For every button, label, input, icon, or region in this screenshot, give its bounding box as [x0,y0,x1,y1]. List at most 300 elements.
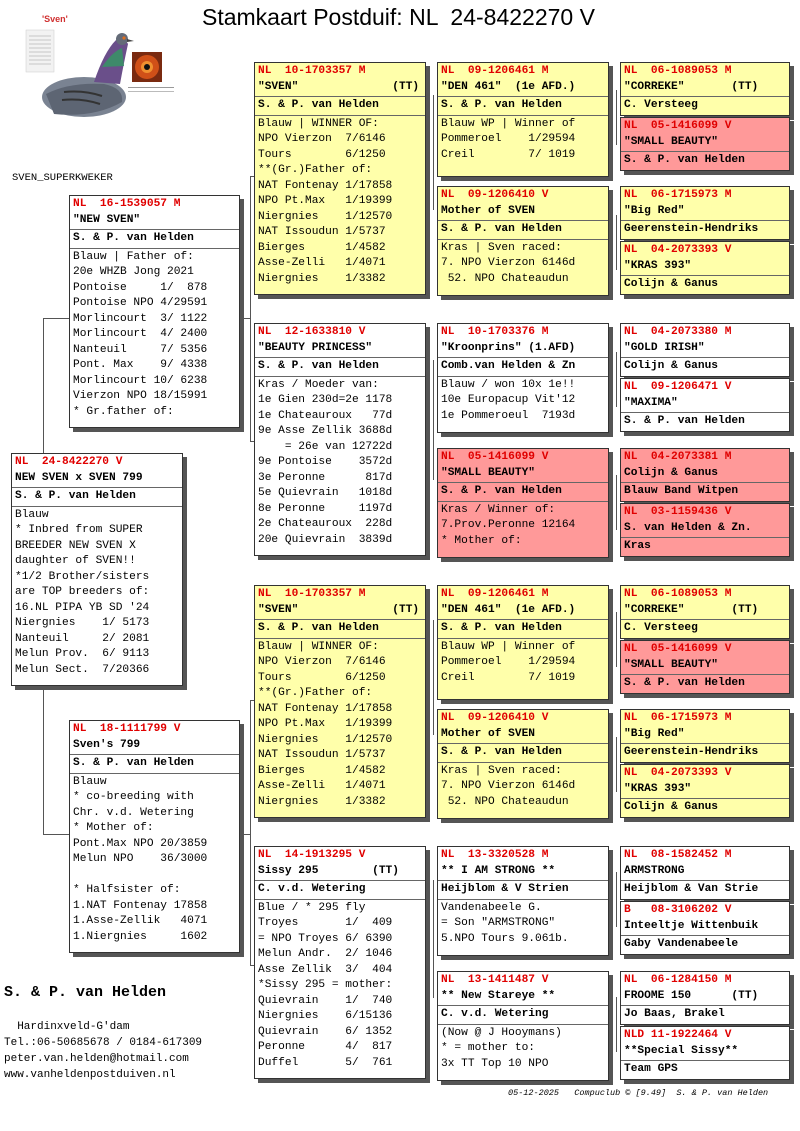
card-divider [438,96,608,97]
info-line: Morlincourt 4/ 2400 [73,328,208,340]
info-line: Asse-Zelli 1/4071 [258,257,386,269]
card-divider [438,880,608,881]
pedigree-card-mff[interactable] [437,585,609,700]
info-line: NPO Vierzon 7/6146 [258,133,386,145]
info-line: * co-breeding with [73,791,194,803]
breeder-name: S. & P. van Helden [73,757,194,769]
connector-line [250,700,251,965]
connector-line [433,620,434,735]
pigeon-name: ** New Stareye ** [441,989,556,1002]
pigeon-name: Sissy 295 (TT) [258,864,399,877]
pigeon-name: "CORREKE" (TT) [624,603,759,616]
ring-number: NL 24-8422270 V [15,456,123,468]
breeder-name: S. & P. van Helden [441,622,562,634]
info-line: Melun Prov. 6/ 9113 [15,648,150,660]
info-line: * Inbred from SUPER [15,524,143,536]
connector-line [43,318,44,453]
info-line: Blauw [15,508,49,521]
info-line: * Gr.father of: [73,405,174,418]
info-line: Pommeroel 1/29594 [441,133,576,145]
info-line: Pontoise NPO 4/29591 [73,297,208,309]
info-line: Pont. Max 9/ 4338 [73,359,208,371]
info-line: Troyes 1/ 409 [258,917,393,929]
card-divider [255,96,425,97]
info-line: 10e Europacup Vit'12 [441,394,576,406]
card-divider [621,798,789,799]
breeder-name: Colijn & Ganus [624,278,718,290]
card-divider [438,1024,608,1025]
ring-number: NL 16-1539057 M [73,198,181,210]
card-divider [621,674,789,675]
pigeon-name: FROOME 150 (TT) [624,989,759,1002]
info-line: 16.NL PIPA YB SD '24 [15,601,150,614]
ring-number: NL 05-1416099 V [624,120,732,132]
info-line: NPO Vierzon 7/6146 [258,656,386,668]
card-divider [255,899,425,900]
breeder-name: Colijn & Ganus [624,360,718,372]
card-divider [255,880,425,881]
info-line: Blauw WP | Winner of [441,117,576,130]
pigeon-name: "Kroonprins" (1.AFD) [441,341,576,354]
card-divider [255,115,425,116]
card-divider [621,412,789,413]
pedigree-card-g9[interactable] [620,585,790,639]
info-line: * Mother of: [441,534,522,547]
info-line: 20e Quievrain 3839d [258,533,393,546]
info-line: Nanteuil 7/ 5356 [73,343,208,356]
info-line: = Son "ARMSTRONG" [441,917,556,929]
pigeon-icon [24,22,134,127]
info-line: Melun Andr. 2/ 1046 [258,948,393,960]
pigeon-name: Sven's 799 [73,738,141,751]
pigeon-name: Mother of SVEN [441,204,535,217]
sidenote: SVEN_SUPERKWEKER [12,172,113,184]
ring-number: NL 05-1416099 V [624,643,732,655]
breeder-name: Heijblom & V Strien [441,883,569,895]
pedigree-card-g4[interactable] [620,241,790,295]
connector-line [240,834,250,835]
card-divider [438,899,608,900]
pedigree-card-mm[interactable] [254,846,426,1079]
owner-website[interactable]: www.vanheldenpostduiven.nl [4,1069,176,1081]
pedigree-card-g16[interactable] [620,1026,790,1080]
pedigree-card-g3[interactable] [620,186,790,240]
connector-line [616,90,617,145]
info-line: 9e Pontoise 3572d [258,456,393,468]
pigeon-name: "MAXIMA" [624,396,678,409]
info-line: 52. NPO Chateaudun [441,795,569,808]
breeder-name: Comb.van Helden & Zn [441,360,576,372]
info-line: Niergnies 1/12570 [258,733,393,746]
card-divider [621,1060,789,1061]
info-line: Quievrain 1/ 740 [258,994,393,1007]
pigeon-name: "KRAS 393" [624,259,692,272]
pedigree-card-fm[interactable] [254,323,426,556]
card-divider [12,487,182,488]
info-line: 1.Asse-Zellik 4071 [73,915,208,927]
info-line: 2e Chateauroux 228d [258,518,393,530]
info-line: NAT Issoudun 1/5737 [258,749,386,761]
pigeon-name: S. van Helden & Zn. [624,521,752,534]
info-line: Bierges 1/4582 [258,764,386,777]
breeder-name: Geerenstein-Hendriks [624,223,759,235]
info-line: Kras / Moeder van: [258,378,379,391]
info-line: 7. NPO Vierzon 6146d [441,257,576,269]
info-line: BREEDER NEW SVEN X [15,539,136,552]
card-divider [70,754,239,755]
logo-text: 'Sven' [42,14,68,24]
footer-credit: 05-12-2025 Compuclub © [9.49] S. & P. van Helden [508,1088,769,1098]
card-divider [438,619,608,620]
card-divider [621,357,789,358]
card-divider [438,501,608,502]
pigeon-name: Colijn & Ganus [624,466,718,479]
breeder-name: S. & P. van Helden [15,490,136,502]
connector-line [616,612,617,667]
ring-number: NLD 11-1922464 V [624,1029,732,1041]
connector-line [43,834,69,835]
pedigree-card-g15[interactable] [620,971,790,1025]
card-divider [438,762,608,763]
info-line: Niergnies 1/3382 [258,272,386,285]
breeder-name: S. & P. van Helden [624,154,745,166]
ring-number: NL 09-1206410 V [441,189,549,201]
info-line: Kras | Sven raced: [441,241,562,254]
card-divider [255,619,425,620]
connector-line [433,95,434,210]
info-line: 1e Pommeroeul 7193d [441,409,576,422]
connector-line [616,352,617,407]
info-line: Blauw [73,775,107,788]
eye-photo-icon [132,52,162,82]
ring-number: NL 10-1703376 M [441,326,549,338]
logo-small-text [128,84,174,98]
breeder-name: Geerenstein-Hendriks [624,746,759,758]
breeder-name: S. & P. van Helden [441,485,562,497]
info-line: Niergnies 1/12570 [258,210,393,223]
info-line: Morlincourt 3/ 1122 [73,312,208,325]
page-title: Stamkaart Postduif: NL 24-8422270 V [202,4,595,30]
owner-city: Hardinxveld-G'dam [4,1021,130,1033]
info-line: Bierges 1/4582 [258,241,386,254]
info-line: are TOP breeders of: [15,586,150,598]
pigeon-name: "SVEN" (TT) [258,603,420,616]
info-line: **(Gr.)Father of: [258,687,373,699]
ring-number: NL 10-1703357 M [258,65,366,77]
card-divider [438,482,608,483]
connector-line [43,687,44,834]
breeder-name: C. Versteeg [624,99,698,111]
ring-number: NL 04-2073393 V [624,767,732,779]
ring-number: NL 04-2073381 M [624,451,732,463]
info-line: = NPO Troyes 6/ 6390 [258,932,393,945]
info-line: Vandenabeele G. [441,901,542,914]
info-line: Asse-Zelli 1/4071 [258,780,386,792]
card-divider [621,619,789,620]
info-line: NAT Issoudun 1/5737 [258,226,386,238]
info-line: Niergnies 1/ 5173 [15,617,150,629]
ring-number: NL 18-1111799 V [73,723,181,735]
pedigree-card-g12[interactable] [620,764,790,818]
info-line: Tours 6/1250 [258,671,386,684]
pedigree-card-ff[interactable] [254,62,426,295]
connector-line [616,215,617,270]
info-line: Melun Sect. 7/20366 [15,663,150,676]
info-line: *1/2 Brother/sisters [15,570,150,583]
info-line: Creil 7/ 1019 [441,671,576,684]
pigeon-name: "Big Red" [624,204,685,217]
ring-number: NL 05-1416099 V [441,451,549,463]
info-line: Kras / Winner of: [441,503,556,516]
info-line: Blauw | WINNER OF: [258,640,379,653]
breeder-name: C. v.d. Wetering [258,883,366,895]
pedigree-card-fff[interactable] [437,62,609,177]
info-line: 1e Chateauroux 77d [258,409,393,422]
info-line: Asse Zellik 3/ 404 [258,963,393,976]
card-divider [621,743,789,744]
info-line: 3e Peronne 817d [258,471,393,484]
pedigree-card-g10[interactable] [620,640,790,694]
info-line: 20e WHZB Jong 2021 [73,266,194,278]
ring-number: NL 06-1715973 M [624,712,732,724]
card-divider [255,638,425,639]
pigeon-name: Inteeltje Wittenbuik [624,919,759,932]
pedigree-card-g11[interactable] [620,709,790,763]
pigeon-name: "Big Red" [624,727,685,740]
info-line: 1.NAT Fontenay 17858 [73,899,208,912]
info-line: Blauw / won 10x 1e!! [441,378,576,391]
pedigree-card-mmf[interactable] [437,846,609,956]
pigeon-name: "SMALL BEAUTY" [441,466,535,479]
breeder-name: Colijn & Ganus [624,801,718,813]
info-line: Blauw | Father of: [73,250,194,263]
info-line: **(Gr.)Father of: [258,164,373,176]
breeder-name: Gaby Vandenabeele [624,938,739,950]
card-divider [255,376,425,377]
pigeon-name: "SMALL BEAUTY" [624,658,718,671]
info-line: 8e Peronne 1197d [258,502,393,515]
pedigree-card-g7[interactable] [620,448,790,502]
pigeon-name: NEW SVEN x SVEN 799 [15,471,143,484]
info-line: Quievrain 6/ 1352 [258,1025,393,1038]
card-divider [621,482,789,483]
pigeon-name: ** I AM STRONG ** [441,864,556,877]
pigeon-name: ARMSTRONG [624,864,685,877]
info-line: = 26e van 12722d [258,440,393,453]
card-divider [70,248,239,249]
ring-number: NL 09-1206461 M [441,65,549,77]
pedigree-card-g6[interactable] [620,378,790,432]
info-line: Duffel 5/ 761 [258,1056,393,1069]
card-divider [621,1005,789,1006]
card-divider [438,1005,608,1006]
card-divider [621,935,789,936]
info-line: Peronne 4/ 817 [258,1041,393,1053]
info-line: Niergnies 6/15136 [258,1010,393,1022]
info-line: 7. NPO Vierzon 6146d [441,780,576,792]
connector-line [250,176,251,441]
owner-email[interactable]: peter.van.helden@hotmail.com [4,1053,189,1065]
ring-number: NL 14-1913295 V [258,849,366,861]
card-divider [438,357,608,358]
ring-number: NL 13-3320528 M [441,849,549,861]
pigeon-name: "DEN 461" (1e AFD.) [441,603,576,616]
pedigree-card-fmf[interactable] [437,323,609,433]
connector-line [240,318,250,319]
connector-line [433,360,434,480]
card-divider [621,96,789,97]
ring-number: NL 06-1284150 M [624,974,732,986]
breeder-name: S. & P. van Helden [624,677,745,689]
info-line: Nanteuil 2/ 2081 [15,632,150,645]
info-line: Blauw WP | Winner of [441,640,576,653]
breeder-name: S. & P. van Helden [73,232,194,244]
card-divider [70,773,239,774]
pedigree-card-g5[interactable] [620,323,790,377]
ring-number: NL 04-2073380 M [624,326,732,338]
card-divider [12,506,182,507]
connector-line [616,872,617,927]
info-line: * Halfsister of: [73,884,181,896]
info-line: Niergnies 1/3382 [258,795,386,808]
pigeon-name: "GOLD IRISH" [624,341,705,354]
card-divider [70,229,239,230]
card-divider [438,239,608,240]
pedigree-card-mfm[interactable] [437,709,609,819]
card-divider [621,537,789,538]
pedigree-card-mmm[interactable] [437,971,609,1081]
connector-line [616,737,617,792]
pigeon-name: "SVEN" (TT) [258,80,420,93]
info-line: daughter of SVEN!! [15,555,136,567]
card-divider [438,376,608,377]
pedigree-card-g1[interactable] [620,62,790,116]
ring-number: NL 09-1206410 V [441,712,549,724]
info-line: * Mother of: [73,822,154,834]
ring-number: NL 10-1703357 M [258,588,366,600]
info-line: 52. NPO Chateaudun [441,272,569,285]
pigeon-name: "DEN 461" (1e AFD.) [441,80,576,93]
info-line: Blauw | WINNER OF: [258,117,379,130]
info-line: Blue / * 295 fly [258,901,366,914]
breeder-name: S. & P. van Helden [441,746,562,758]
ring-number: NL 12-1633810 V [258,326,366,338]
ring-number: NL 06-1089053 M [624,65,732,77]
breeder-name: S. & P. van Helden [441,99,562,111]
card-divider [621,220,789,221]
breeder-name: Team GPS [624,1063,678,1075]
info-line: Morlincourt 10/ 6238 [73,374,208,387]
info-line: * = mother to: [441,1042,535,1054]
card-divider [438,743,608,744]
pedigree-card-g8[interactable] [620,503,790,557]
info-line: Pont.Max NPO 20/3859 [73,837,208,850]
pedigree-card-father[interactable] [69,195,240,428]
info-line: Vierzon NPO 18/15991 [73,390,208,402]
breeder-name: Blauw Band Witpen [624,485,739,497]
card-divider [621,275,789,276]
info-line: Pontoise 1/ 878 [73,281,208,294]
info-line: Tours 6/1250 [258,148,386,161]
card-divider [621,151,789,152]
info-line: Kras | Sven raced: [441,764,562,777]
pedigree-card-ffm[interactable] [437,186,609,296]
connector-line [43,318,69,319]
breeder-name: C. v.d. Wetering [441,1008,549,1020]
breeder-name: Kras [624,540,651,552]
info-line: (Now @ J Hooymans) [441,1026,562,1039]
info-line: 5e Quievrain 1018d [258,487,393,499]
breeder-name: S. & P. van Helden [624,415,745,427]
owner-tel: Tel.:06-50685678 / 0184-617309 [4,1037,203,1049]
pedigree-card-mother[interactable] [69,720,240,953]
info-line: Pommeroel 1/29594 [441,656,576,668]
card-divider [255,357,425,358]
pigeon-name: "NEW SVEN" [73,213,141,226]
info-line: Melun NPO 36/3000 [73,853,208,865]
info-line: 7.Prov.Peronne 12164 [441,519,576,531]
ring-number: NL 08-1582452 M [624,849,732,861]
info-line: 1e Gien 230d=2e 1178 [258,394,393,406]
ring-number: NL 09-1206461 M [441,588,549,600]
breeder-name: C. Versteeg [624,622,698,634]
connector-line [433,880,434,998]
info-line [73,868,236,884]
ring-number: B 08-3106202 V [624,904,732,916]
pigeon-name: "CORREKE" (TT) [624,80,759,93]
info-line: Creil 7/ 1019 [441,148,576,161]
pedigree-card-mf[interactable] [254,585,426,818]
breeder-name: Heijblom & Van Strie [624,883,759,895]
card-divider [438,638,608,639]
info-line: 1.Niergnies 1602 [73,930,208,943]
card-divider [621,880,789,881]
connector-line [616,997,617,1052]
ring-number: NL 04-2073393 V [624,244,732,256]
breeder-name: Jo Baas, Brakel [624,1008,725,1020]
pigeon-name: **Special Sissy** [624,1044,739,1057]
ring-number: NL 13-1411487 V [441,974,549,986]
owner-name: S. & P. van Helden [4,984,167,1001]
pedigree-card-fmm[interactable] [437,448,609,558]
info-line: NAT Fontenay 1/17858 [258,702,393,715]
pedigree-card-g14[interactable] [620,901,790,955]
logo [24,14,174,132]
breeder-name: S. & P. van Helden [258,360,379,372]
info-line: *Sissy 295 = mother: [258,979,393,991]
info-line: NPO Pt.Max 1/19399 [258,195,393,207]
pigeon-name: Mother of SVEN [441,727,535,740]
ring-number: NL 06-1089053 M [624,588,732,600]
breeder-name: S. & P. van Helden [441,223,562,235]
ring-number: NL 09-1206471 V [624,381,732,393]
pedigree-card-g13[interactable] [620,846,790,900]
pedigree-card-main[interactable] [11,453,183,686]
card-divider [438,220,608,221]
info-line: 3x TT Top 10 NPO [441,1057,549,1070]
ring-number: NL 03-1159436 V [624,506,732,518]
pigeon-name: "KRAS 393" [624,782,692,795]
pedigree-card-g2[interactable] [620,117,790,171]
info-line: Chr. v.d. Wetering [73,806,194,819]
card-divider [438,115,608,116]
info-line: 5.NPO Tours 9.061b. [441,932,569,945]
pigeon-name: "SMALL BEAUTY" [624,135,718,148]
info-line: 9e Asse Zellik 3688d [258,425,393,437]
ring-number: NL 06-1715973 M [624,189,732,201]
info-line: NPO Pt.Max 1/19399 [258,718,393,730]
connector-line [616,475,617,530]
